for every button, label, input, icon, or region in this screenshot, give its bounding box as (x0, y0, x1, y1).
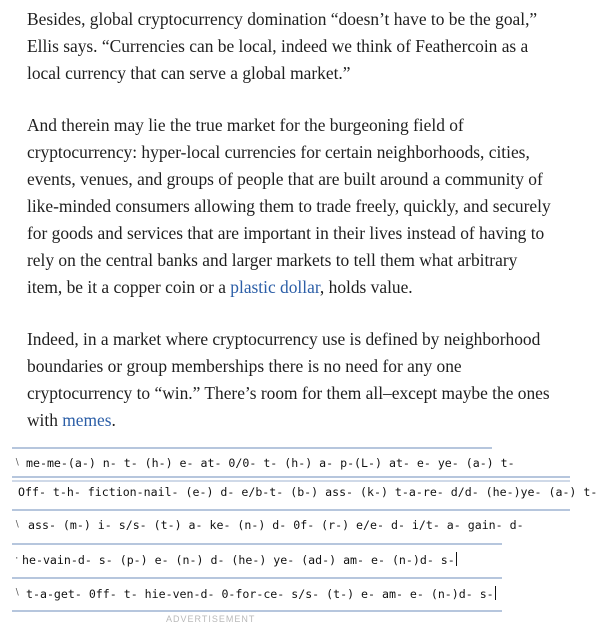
code-text: ass- (m-) i- s/s- (t-) a- ke- (n-) d- 0f- (r-) e/e- d- i/t- a- gain- d- (28, 518, 524, 532)
advertisement-label: ADVERTISEMENT (166, 614, 256, 624)
text-line (27, 407, 605, 434)
text-line (27, 274, 605, 301)
code-line (12, 509, 570, 545)
text-line: And therein may lie the true market for the burgeoning field of (27, 115, 464, 135)
text-line: for goods and services that are important in their lives instead of having to (27, 223, 545, 243)
bullet-icon: ∖ (14, 458, 20, 468)
code-text: Off- t-h- fiction-nail- (e-) d- e/b-t- (b-) ass- (k-) t-a-re- d/d- (he-)ye- (a-) t- (18, 485, 598, 499)
code-line (12, 577, 570, 613)
line-divider (12, 543, 502, 545)
text-line: cryptocurrency: hyper-local currencies for certain neighborhoods, cities, (27, 142, 530, 162)
line-divider (12, 610, 502, 612)
text-line: events, venues, and groups of people that are built around a community of (27, 169, 543, 189)
bullet-icon: ∖ (14, 520, 20, 530)
code-text: me-me-(a-) n- t- (h-) e- at- 0/0- t- (h-) a- p-(L-) at- e- ye- (a-) t- (26, 456, 515, 470)
text-line: boundaries or group memberships there is no need for any one (27, 356, 462, 376)
text-fragment: with (27, 410, 63, 430)
code-fragment: t-a-get- 0ff- t- hie-ven-d- 0-for-ce- s/s- (t-) e- am- e- (n-)d- s- (26, 587, 494, 601)
text-line: Besides, global cryptocurrency domination “doesn’t have to be the goal,” (27, 9, 538, 29)
text-line: rely on the central banks and larger markets to tell them what arbitrary (27, 250, 518, 270)
text-line: Indeed, in a market where cryptocurrency use is defined by neighborhood (27, 329, 541, 349)
bullet-icon: · (14, 554, 20, 564)
text-fragment: , holds value. (319, 277, 413, 297)
text-fragment: item, be it a copper coin or a (27, 277, 231, 297)
text-line: local currency that can serve a global market.” (27, 63, 351, 83)
text-line: like-minded consumers allowing them to trade freely, quickly, and securely (27, 196, 551, 216)
code-fragment: he-vain-d- s- (p-) e- (n-) d- (he-) ye- (ad-) am- e- (n-)d- s- (22, 553, 455, 567)
line-divider (12, 447, 492, 449)
line-divider (12, 480, 570, 482)
code-line (12, 543, 570, 579)
bullet-icon: ∖ (14, 588, 20, 598)
text-line: cryptocurrency to “win.” There’s room for them all–except maybe the ones (27, 383, 550, 403)
article-body (27, 6, 605, 459)
meme-code-image (12, 447, 598, 617)
code-text (26, 586, 496, 601)
text-fragment: . (111, 410, 116, 430)
plastic-dollar-link[interactable]: plastic dollar (230, 277, 320, 297)
code-text (22, 552, 457, 567)
paragraph-2 (27, 112, 605, 301)
paragraph-1 (27, 6, 605, 87)
memes-link[interactable]: memes (62, 410, 112, 430)
line-divider (12, 509, 570, 511)
text-cursor (456, 552, 457, 566)
text-line: Ellis says. “Currencies can be local, indeed we think of Feathercoin as a (27, 36, 529, 56)
paragraph-3 (27, 326, 605, 434)
code-line (12, 476, 598, 512)
line-divider (12, 577, 502, 579)
text-cursor (495, 586, 496, 600)
line-divider (12, 476, 570, 478)
